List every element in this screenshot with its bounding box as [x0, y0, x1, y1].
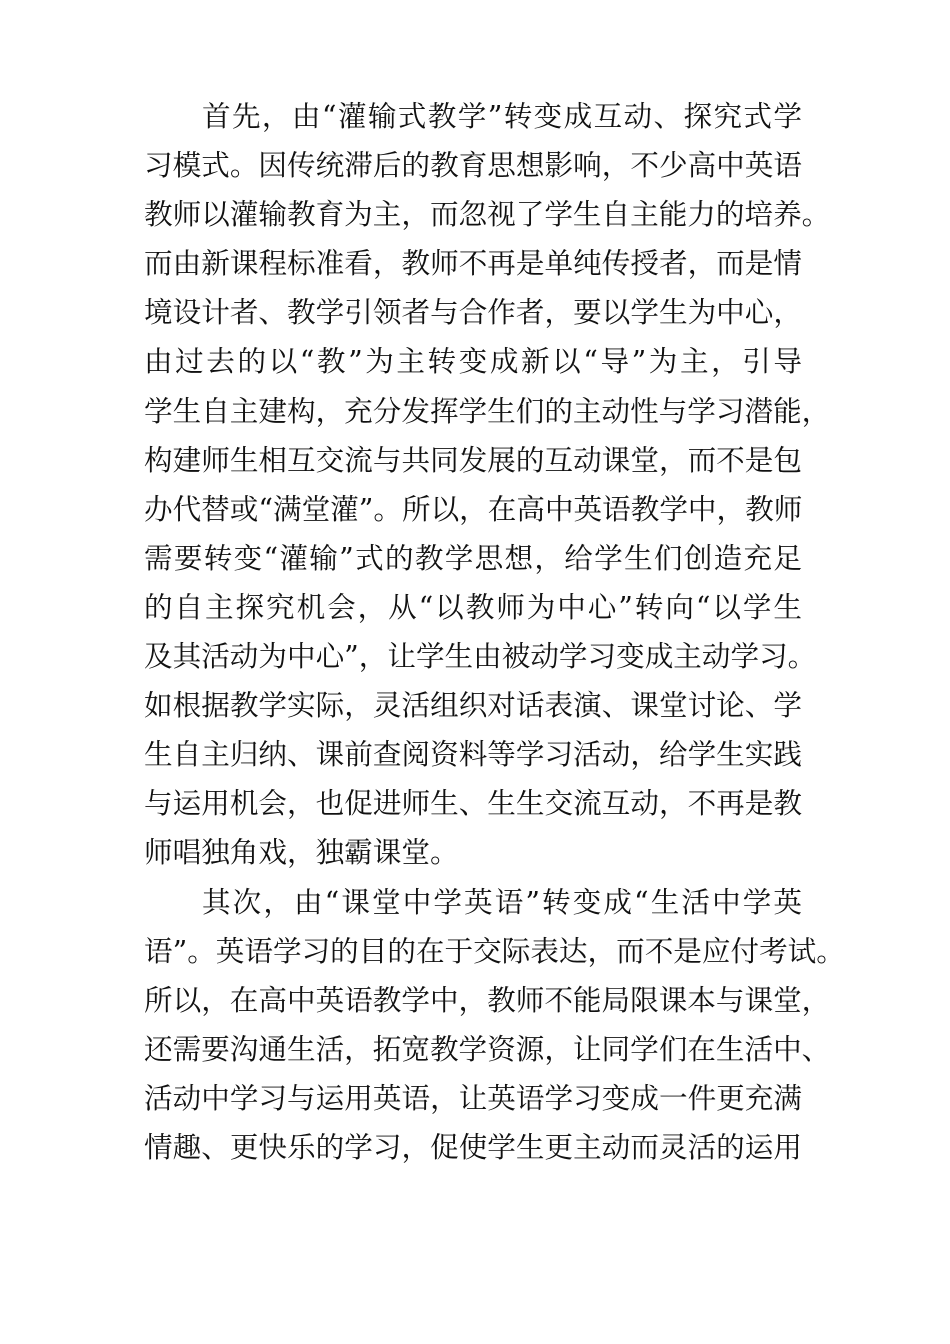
- paragraph-1: [144, 92, 831, 878]
- paragraph-line: 语”。英语学习的目的在于交际表达，而不是应付考试。: [144, 933, 845, 968]
- paragraph-line: 教师以灌输教育为主，而忽视了学生自主能力的培养。: [144, 197, 831, 232]
- paragraph-2: [144, 878, 845, 1173]
- paragraph-line: 由过去的以“教”为主转变成新以“导”为主，引导: [144, 344, 802, 379]
- paragraph-line: 还需要沟通生活，拓宽教学资源，让同学们在生活中、: [144, 1031, 831, 1066]
- paragraph-line: 所以，在高中英语教学中，教师不能局限课本与课堂，: [144, 982, 831, 1017]
- paragraph-line: 活动中学习与运用英语，让英语学习变成一件更充满: [144, 1080, 802, 1115]
- paragraph-line: 首先，由“灌输式教学”转变成互动、探究式学: [202, 99, 802, 133]
- paragraph-line: 情趣、更快乐的学习，促使学生更主动而灵活的运用: [144, 1129, 802, 1164]
- document-body: [144, 92, 845, 1172]
- paragraph-line: 学生自主建构，充分发挥学生们的主动性与学习潜能，: [144, 393, 831, 428]
- paragraph-line: 与运用机会，也促进师生、生生交流互动，不再是教: [144, 786, 802, 821]
- paragraph-line: 需要转变“灌输”式的教学思想，给学生们创造充足: [144, 540, 802, 575]
- paragraph-line: 办代替或“满堂灌”。所以，在高中英语教学中，教师: [144, 491, 803, 526]
- paragraph-line: 其次，由“课堂中学英语”转变成“生活中学英: [202, 884, 802, 919]
- paragraph-line: 师唱独角戏，独霸课堂。: [144, 835, 459, 870]
- paragraph-line: 生自主归纳、课前查阅资料等学习活动，给学生实践: [144, 737, 802, 772]
- paragraph-line: 境设计者、教学引领者与合作者，要以学生为中心，: [144, 295, 802, 330]
- paragraph-line: 构建师生相互交流与共同发展的互动课堂，而不是包: [144, 442, 802, 477]
- paragraph-line: 而由新课程标准看，教师不再是单纯传授者，而是情: [144, 246, 802, 281]
- paragraph-line: 的自主探究机会，从“以教师为中心”转向“以学生: [144, 589, 802, 624]
- paragraph-line: 习模式。因传统滞后的教育思想影响，不少高中英语: [144, 148, 802, 183]
- paragraph-line: 如根据教学实际，灵活组织对话表演、课堂讨论、学: [144, 688, 802, 723]
- paragraph-line: 及其活动为中心”，让学生由被动学习变成主动学习。: [144, 639, 817, 674]
